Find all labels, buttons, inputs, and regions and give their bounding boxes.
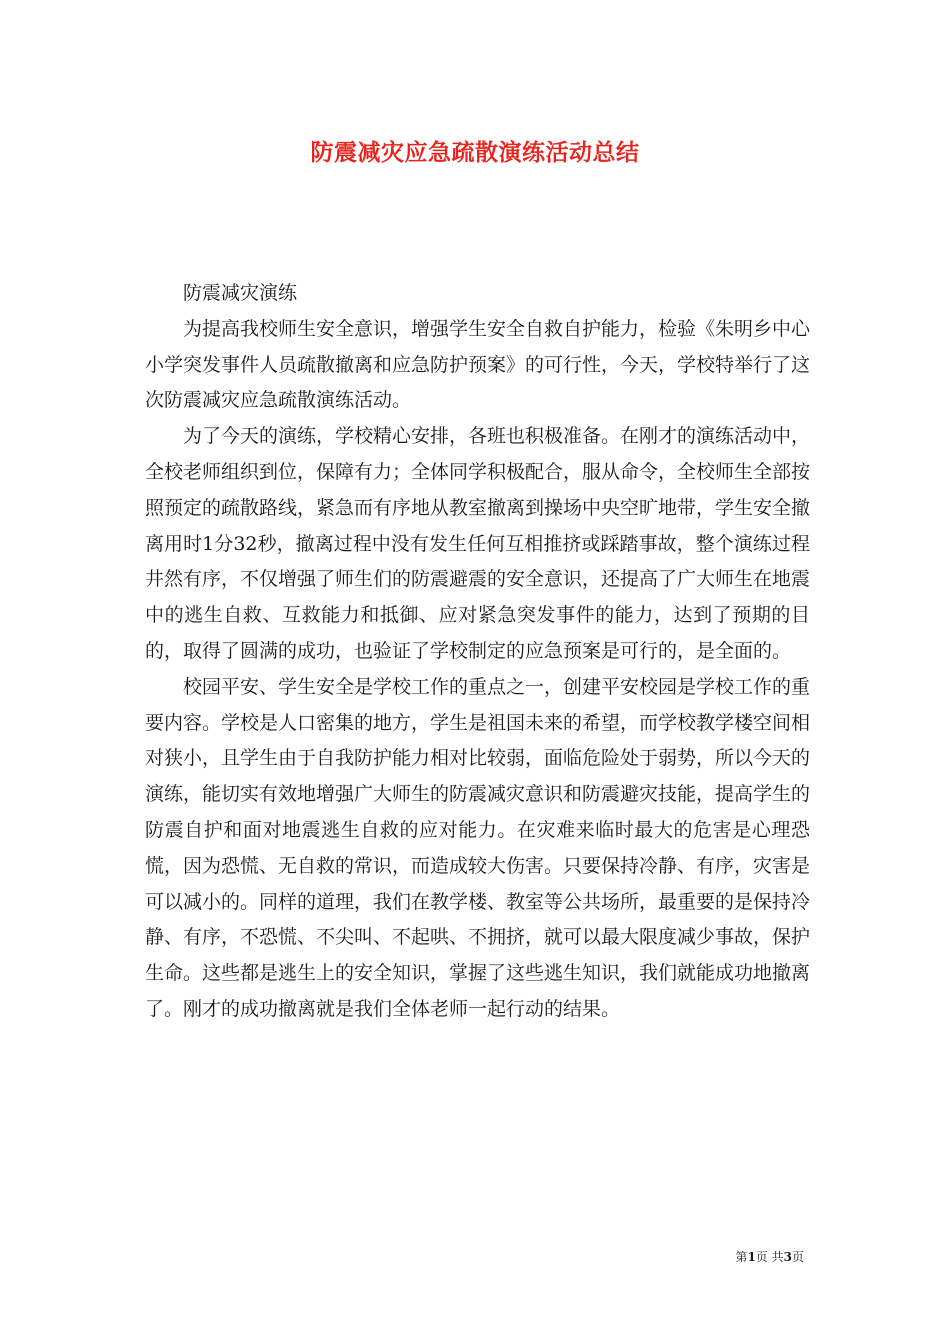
footer-middle: 页 共 — [755, 1250, 784, 1264]
page-footer — [735, 1248, 804, 1265]
total-page-number: 3 — [783, 1250, 792, 1264]
section-heading: 防震减灾演练 — [183, 282, 298, 304]
document-body — [145, 276, 810, 1028]
footer-suffix: 页 — [791, 1250, 804, 1264]
current-page-number: 1 — [747, 1250, 756, 1264]
paragraph: 为了今天的演练，学校精心安排，各班也积极准备。在刚才的演练活动中，全校老师组织到位，保障有力；全体同学积极配合，服从命令，全校师生全部按照预定的疏散路线，紧急而有序地从教室撤离到操场中央空旷地带，学生安全撤离用时1分32秒，撤离过程中没有发生任何互相推挤或踩踏事故，整个演练过程井然有序，不仅增强了师生们的防震避震的安全意识，还提高了广大师生在地震中的逃生自救、互救能力和抵御、应对紧急突发事件的能力，达到了预期的目的，取得了圆满的成功，也验证了学校制定的应急预案是可行的，是全面的。 — [145, 425, 811, 662]
paragraph: 为提高我校师生安全意识，增强学生安全自救自护能力，检验《朱明乡中心小学突发事件人员疏散撤离和应急防护预案》的可行性，今天，学校特举行了这次防震减灾应急疏散演练活动。 — [145, 317, 811, 412]
paragraph: 校园平安、学生安全是学校工作的重点之一，创建平安校园是学校工作的重要内容。学校是人口密集的地方，学生是祖国未来的希望，而学校教学楼空间相对狭小，且学生由于自我防护能力相对比较弱，面临危险处于弱势，所以今天的演练，能切实有效地增强广大师生的防震减灾意识和防震避灾技能，提高学生的防震自护和面对地震逃生自救的应对能力。在灾难来临时最大的危害是心理恐慌，因为恐慌、无自救的常识，而造成较大伤害。只要保持冷静、有序，灾害是可以减小的。同样的道理，我们在教学楼、教室等公共场所，最重要的是保持冷静、有序，不恐慌、不尖叫、不起哄、不拥挤，就可以最大限度减少事故，保护生命。这些都是逃生上的安全知识，掌握了这些逃生知识，我们就能成功地撤离了。刚才的成功撤离就是我们全体老师一起行动的结果。 — [145, 675, 811, 1020]
footer-prefix: 第 — [735, 1250, 748, 1264]
document-title: 防震减灾应急疏散演练活动总结 — [310, 139, 640, 166]
